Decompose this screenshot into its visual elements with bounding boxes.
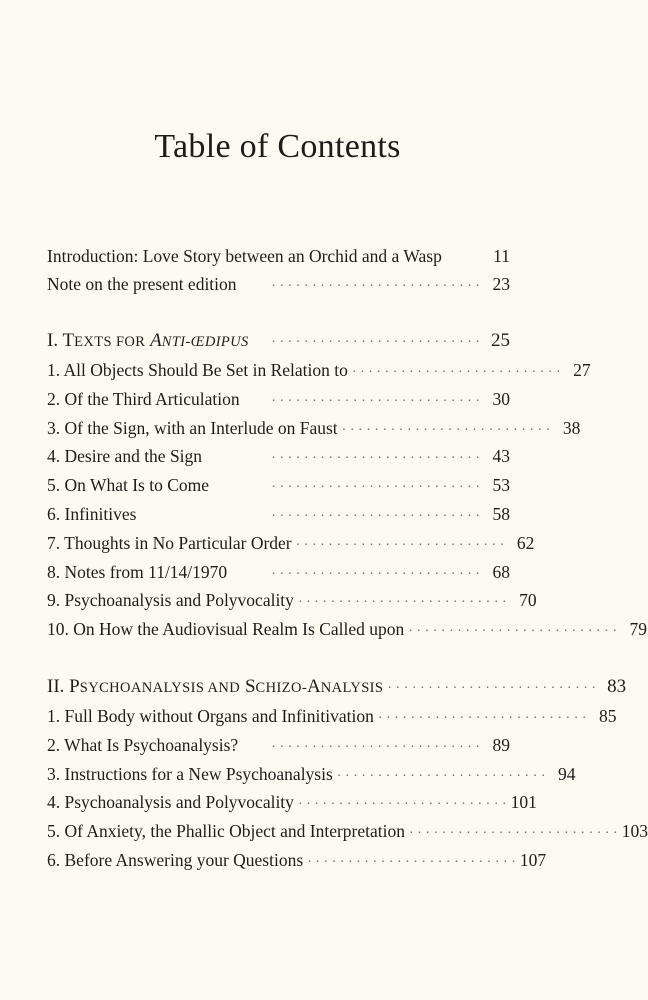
section-word-cap: P xyxy=(69,676,80,697)
toc-entry[interactable] xyxy=(47,703,617,729)
toc-entry[interactable] xyxy=(47,443,510,469)
section-title xyxy=(47,328,249,355)
entry-title: 2. What Is Psychoanalysis? xyxy=(47,735,239,755)
section-word-rest: NALYSIS xyxy=(320,680,384,696)
toc-entry[interactable] xyxy=(47,357,591,383)
section-page: 83 xyxy=(607,676,627,697)
entry-page: 53 xyxy=(492,475,510,495)
entry-title: 2. Of the Third Articulation xyxy=(47,389,240,409)
entry-title: 10. On How the Audiovisual Realm Is Called upon xyxy=(47,619,405,639)
entry-page: 94 xyxy=(558,764,576,784)
toc-entry[interactable] xyxy=(47,587,537,613)
entry-page: 85 xyxy=(599,706,617,726)
entry-page: 68 xyxy=(492,562,510,582)
entry-page: 103 xyxy=(621,821,648,841)
dot-leader: · · · · · · · · · · · · · · · · · · · · · · · · · · xyxy=(387,681,597,696)
dot-leader: · · · · · · · · · · · · · · · · · · · · · · · · · · xyxy=(271,740,480,755)
dot-leader: · · · · · · · · · · · · · · · · · · · · · · · · · · xyxy=(409,826,618,841)
dot-leader: · · · · · · · · · · · · · · · · · · · · · · · · · · xyxy=(271,451,480,466)
toc-entry[interactable] xyxy=(47,732,510,758)
entry-title: 7. Thoughts in No Particular Order xyxy=(47,533,292,553)
dot-leader: · · · · · · · · · · · · · · · · · · · · · · · · · · xyxy=(351,365,561,380)
entry-title: 5. On What Is to Come xyxy=(47,475,210,495)
entry-page: 107 xyxy=(519,850,547,870)
toc-entry[interactable] xyxy=(47,472,510,498)
entry-page: 23 xyxy=(492,274,510,294)
toc-section-texts-for-anti-oedipus[interactable] xyxy=(47,328,510,354)
dot-leader: · · · · · · · · · · · · · · · · · · · · · · · · · · xyxy=(408,624,617,639)
section-numeral: II. xyxy=(47,676,70,697)
toc-entry[interactable] xyxy=(47,530,535,556)
toc-entry[interactable] xyxy=(47,501,510,527)
entry-title: 1. All Objects Should Be Set in Relation to xyxy=(47,360,348,380)
entry-title: 1. Full Body without Organs and Infinitivation xyxy=(47,706,374,726)
section-title xyxy=(47,674,383,701)
dot-leader: · · · · · · · · · · · · · · · · · · · · · · · · · · xyxy=(271,509,480,524)
entry-title: 3. Instructions for a New Psychoanalysis xyxy=(47,764,333,784)
entry-title: Introduction: Love Story between an Orchid and a Wasp xyxy=(47,246,442,266)
entry-page: 38 xyxy=(562,418,581,438)
section-page: 25 xyxy=(491,330,510,351)
toc-entry[interactable] xyxy=(47,415,581,441)
dot-leader: · · · · · · · · · · · · · · · · · · · · · · · · · · xyxy=(377,711,587,726)
toc-entry-note-on-edition[interactable] xyxy=(47,271,510,297)
entry-page: 58 xyxy=(492,504,510,524)
dot-leader: · · · · · · · · · · · · · · · · · · · · · · · · · · xyxy=(271,480,480,495)
toc-entry[interactable] xyxy=(47,616,647,642)
entry-title: 4. Psychoanalysis and Polyvocality xyxy=(47,792,294,812)
toc-entry[interactable] xyxy=(47,847,547,873)
dot-leader: · · · · · · · · · · · · · · · · · · · · · · · · · · xyxy=(295,538,505,553)
entry-title: 6. Before Answering your Questions xyxy=(47,850,304,870)
section-word-cap: A xyxy=(307,676,321,697)
entry-page: 70 xyxy=(519,590,537,610)
section-word-rest: CHIZO- xyxy=(255,680,308,696)
toc-entry[interactable] xyxy=(47,818,648,844)
dot-leader: · · · · · · · · · · · · · · · · · · · · · · · · · · xyxy=(297,595,507,610)
toc-entry-introduction[interactable] xyxy=(47,243,510,269)
entry-title: Note on the present edition xyxy=(47,274,237,294)
entry-page: 30 xyxy=(492,389,510,409)
section-word-cap: T xyxy=(62,330,75,351)
toc-entry[interactable] xyxy=(47,761,576,787)
section-word-cap: S xyxy=(244,676,256,697)
toc-section-psychoanalysis-and-schizo-analysis[interactable] xyxy=(47,674,627,700)
section-word-rest: EXTS FOR xyxy=(74,334,146,350)
entry-title: 9. Psychoanalysis and Polyvocality xyxy=(47,590,294,610)
toc-entry[interactable] xyxy=(47,559,510,585)
page-title: Table of Contents xyxy=(154,128,401,165)
dot-leader: · · · · · · · · · · · · · · · · · · · · · · · · · · xyxy=(271,394,480,409)
toc-entry[interactable] xyxy=(47,789,537,815)
entry-title: 3. Of the Sign, with an Interlude on Faust xyxy=(47,418,338,438)
entry-page: 62 xyxy=(516,533,535,553)
dot-leader: · · · · · · · · · · · · · · · · · · · · · · · · · · xyxy=(271,279,480,294)
entry-page: 101 xyxy=(510,792,537,812)
dot-leader: · · · · · · · · · · · · · · · · · · · · · · · · · · xyxy=(271,567,480,582)
entry-page: 43 xyxy=(492,446,510,466)
entry-page: 27 xyxy=(573,360,591,380)
section-numeral: I. xyxy=(47,330,63,351)
section-word-rest: SYCHOANALYSIS AND xyxy=(79,680,241,696)
toc-entry[interactable] xyxy=(47,386,510,412)
entry-title: 8. Notes from 11/14/1970 xyxy=(47,562,228,582)
section-italic-cap: A xyxy=(150,330,162,351)
entry-title: 4. Desire and the Sign xyxy=(47,446,203,466)
dot-leader: · · · · · · · · · · · · · · · · · · · · · · · · · · xyxy=(271,335,480,350)
entry-title: 6. Infinitives xyxy=(47,504,137,524)
entry-page: 11 xyxy=(493,246,510,266)
section-italic-rest: NTI-ŒDIPUS xyxy=(161,334,249,350)
entry-title: 5. Of Anxiety, the Phallic Object and Interpretation xyxy=(47,821,405,841)
dot-leader: · · · · · · · · · · · · · · · · · · · · · · · · · · xyxy=(307,855,516,870)
dot-leader: · · · · · · · · · · · · · · · · · · · · · · · · · · xyxy=(341,423,551,438)
dot-leader: · · · · · · · · · · · · · · · · · · · · · · · · · · xyxy=(336,769,546,784)
dot-leader: · · · · · · · · · · · · · · · · · · · · · · · · · · xyxy=(297,797,507,812)
entry-page: 79 xyxy=(629,619,647,639)
entry-page: 89 xyxy=(492,735,510,755)
